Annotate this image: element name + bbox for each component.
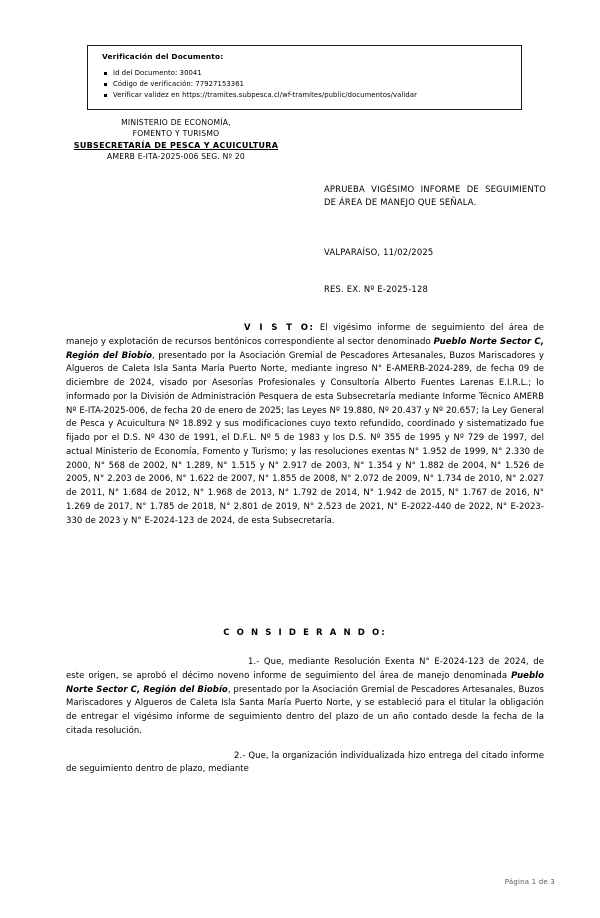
verification-box <box>87 45 522 110</box>
letterhead-ministry-line2: FOMENTO Y TURISMO <box>132 128 220 138</box>
verification-title: Verificación del Documento: <box>102 52 224 61</box>
verification-item-code: Código de verificación: 77927153361 <box>102 79 511 90</box>
considerando-item-2 <box>66 750 544 778</box>
page-footer: Página 1 de 3 <box>504 878 555 886</box>
verification-list <box>102 68 511 101</box>
considerando-item-1-number: 1.- <box>248 657 260 667</box>
letterhead-ministry-line1: MINISTERIO DE ECONOMÍA, <box>121 118 231 127</box>
resolution-number: RES. EX. Nº E-2025-128 <box>324 284 429 294</box>
subject-block: APRUEBA VIGÉSIMO INFORME DE SEGUIMIENTO DE ÁREA DE MANEJO QUE SEÑALA. <box>324 184 546 207</box>
visto-section <box>66 322 544 528</box>
letterhead-subsecretaria: SUBSECRETARÍA DE PESCA Y ACUICULTURA <box>73 141 279 151</box>
visto-lead: V I S T O: <box>244 323 315 333</box>
visto-text-1: El vigésimo informe de seguimiento del área de manejo y explotación de recursos bentónicos correspondiente al sector denominado <box>66 323 544 347</box>
visto-paragraph <box>66 322 544 528</box>
considerando-item-1-text-2: , presentado por la Asociación Gremial de Pescadores Artesanales, Buzos Mariscadores y Algueros de Caleta Isla Santa María Puerto Norte, y se estableció para el titular la obligación de entregar el vigésimo informe de seguimiento dentro del plazo de un año contado desde la fecha de la citada resolución. <box>66 684 544 736</box>
considerando-heading: C O N S I D E R A N D O: <box>223 628 387 638</box>
considerando-item-1-text-1: Que, mediante Resolución Exenta N° E-2024-123 de 2024, de este origen, se aprobó el décimo noveno informe de seguimiento del área de manejo denominada <box>66 657 544 681</box>
considerando-item-1 <box>66 656 544 739</box>
considerando-item-2-number: 2.- <box>234 750 246 761</box>
considerando-item-1-emphasis: Pueblo Norte Sector C, Región del Biobío <box>66 670 544 695</box>
letterhead <box>36 118 316 163</box>
considerando-item-2-text-1: Que, la organización individualizada hizo entrega del citado informe de seguimiento dentro de plazo, mediante <box>66 750 544 775</box>
verification-item-url[interactable]: Verificar validez en https://tramites.subpesca.cl/wf-tramites/public/documentos/validar <box>102 90 511 101</box>
considerando-body <box>66 628 544 777</box>
verification-item-document-id: Id del Documento: 30041 <box>102 68 511 79</box>
visto-emphasis-area: Pueblo Norte Sector C, Región del Biobío <box>66 336 544 361</box>
visto-text-2: , presentado por la Asociación Gremial de Pescadores Artesanales, Buzos Mariscadores y Algueros de Caleta Isla Santa María Puerto Norte, mediante ingreso N° E-AMERB-2024-289, de fecha 09 de diciembre de 2024, visado por Asesorías Profesionales y Consultoría Alberto Fuentes Larenas E.I.R.L.; lo informado por la División de Administración Pesquera de esta Subsecretaría mediante Informe Técnico AMERB Nº E-ITA-2025-006, de fecha 20 de enero de 2025; las Leyes Nº 19.880, Nº 20.437 y Nº 20.657; la Ley General de Pesca y Acuicultura Nº 18.892 y sus modificaciones cuyo texto refundido, coordinado y sistematizado fue fijado por el D.S. Nº 430 de 1991, el D.F.L. Nº 5 de 1983 y los D.S. Nº 355 de 1995 y Nº 729 de 1997, del actual Ministerio de Economía, Fomento y Turismo; y las resoluciones exentas N° 1.952 de 1999, N° 2.330 de 2000, N° 568 de 2002, N° 1.289, N° 1.515 y N° 2.917 de 2003, N° 1.354 y N° 1.882 de 2004, N° 1.526 de 2005, N° 2.203 de 2006, N° 1.622 de 2007, N° 1.855 de 2008, N° 2.072 de 2009, N° 1.734 de 2010, N° 2.027 de 2011, N° 1.684 de 2012, N° 1.968 de 2013, N° 1.792 de 2014, N° 1.942 de 2015, N° 1.767 de 2016, N° 1.269 de 2017, N° 1.785 de 2018, N° 2.801 de 2019, N° 2.523 de 2021, N° E-2022-440 de 2022, N° E-2023-330 de 2023 y N° E-2024-123 de 2024, de esta Subsecretaría. <box>66 350 544 526</box>
letterhead-file-code: AMERB E-ITA-2025-006 SEG. Nº 20 <box>107 152 245 162</box>
place-and-date: VALPARAÍSO, 11/02/2025 <box>324 247 434 257</box>
considerando-section <box>66 628 544 777</box>
